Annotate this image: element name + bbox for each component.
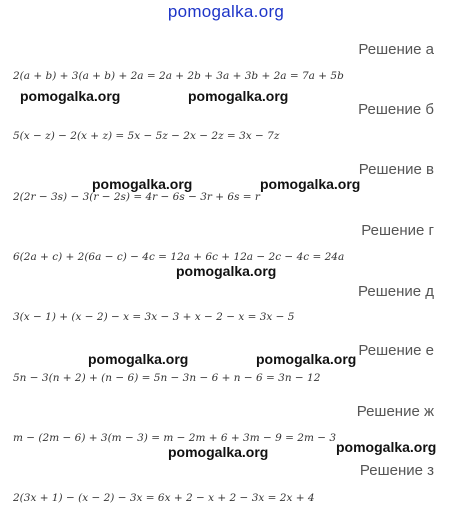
equation-g: 6(2a + c) + 2(6a − c) − 4c = 12a + 6c + 12a − 2c − 4c = 24a xyxy=(13,251,345,263)
solution-heading-b: Решение б xyxy=(358,101,434,118)
solution-heading-e: Решение е xyxy=(358,342,434,359)
watermark: pomogalka.org xyxy=(256,351,357,367)
solution-heading-g: Решение г xyxy=(361,222,434,239)
equation-b: 5(x − z) − 2(x + z) = 5x − 5z − 2x − 2z = 3x − 7z xyxy=(13,130,280,142)
watermark: pomogalka.org xyxy=(188,88,289,104)
equation-e: 5n − 3(n + 2) + (n − 6) = 5n − 3n − 6 + n − 6 = 3n − 12 xyxy=(13,372,321,384)
site-title[interactable]: pomogalka.org xyxy=(167,2,285,21)
equation-a: 2(a + b) + 3(a + b) + 2a = 2a + 2b + 3a + 3b + 2a = 7a + 5b xyxy=(13,70,344,82)
watermark: pomogalka.org xyxy=(92,176,193,192)
solution-heading-v: Решение в xyxy=(358,161,434,178)
equation-z: 2(3x + 1) − (x − 2) − 3x = 6x + 2 − x + 2 − 3x = 2x + 4 xyxy=(13,492,315,504)
watermark: pomogalka.org xyxy=(168,444,269,460)
watermark: pomogalka.org xyxy=(88,351,189,367)
equation-d: 3(x − 1) + (x − 2) − x = 3x − 3 + x − 2 − x = 3x − 5 xyxy=(13,311,295,323)
watermark: pomogalka.org xyxy=(260,176,361,192)
equation-zh: m − (2m − 6) + 3(m − 3) = m − 2m + 6 + 3m − 9 = 2m − 3 xyxy=(13,432,337,444)
solution-heading-z: Решение з xyxy=(359,462,434,479)
equation-v: 2(2r − 3s) − 3(r − 2s) = 4r − 6s − 3r + 6s = r xyxy=(13,191,260,203)
solution-heading-zh: Решение ж xyxy=(356,403,434,420)
watermark: pomogalka.org xyxy=(176,263,277,279)
watermark: pomogalka.org xyxy=(20,88,121,104)
solution-heading-a: Решение а xyxy=(358,41,434,58)
solution-heading-d: Решение д xyxy=(358,283,434,300)
watermark: pomogalka.org xyxy=(336,439,437,455)
